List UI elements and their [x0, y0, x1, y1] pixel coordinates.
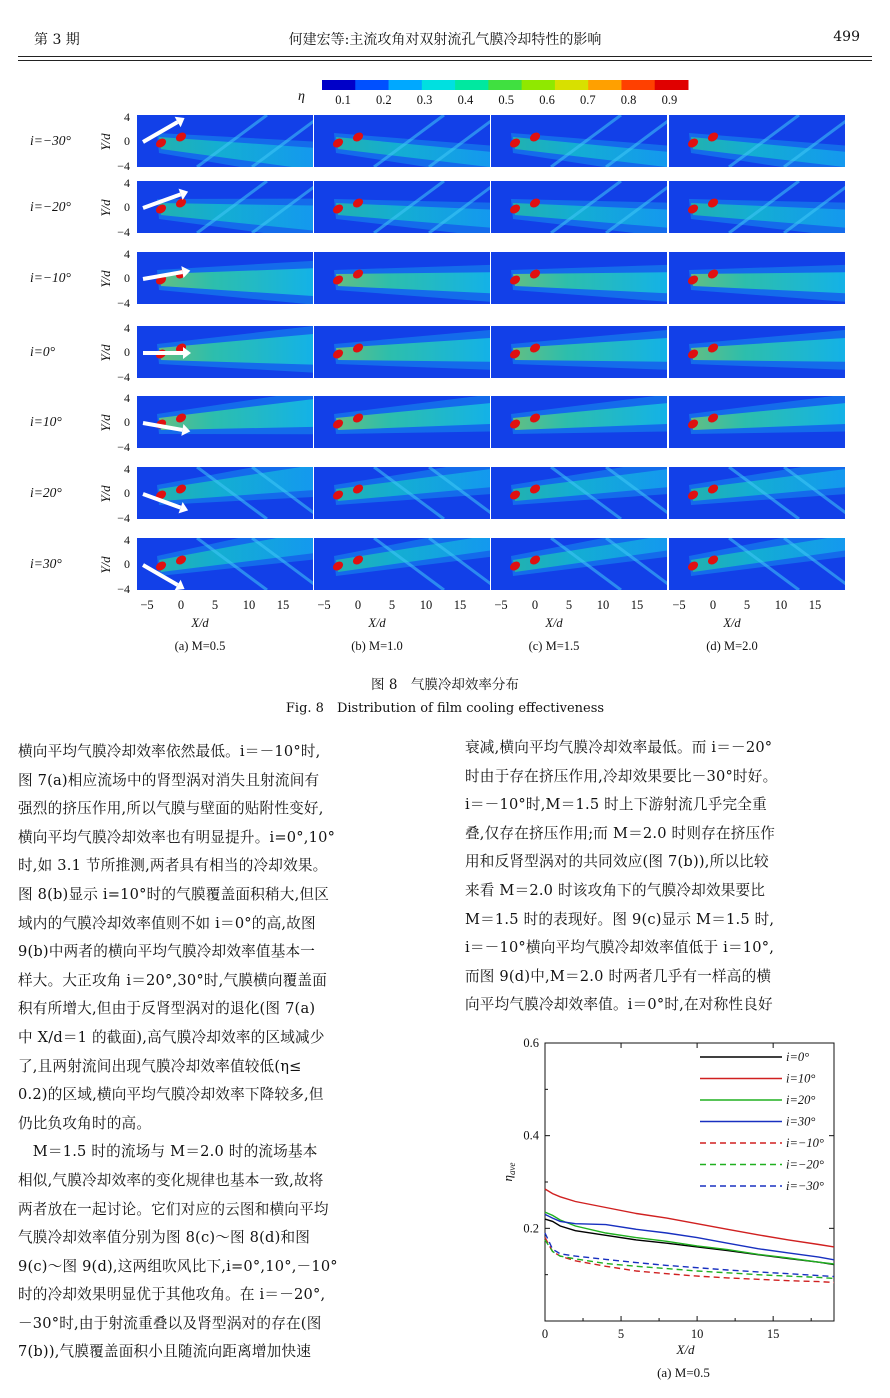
y-tick-label: 4: [124, 247, 130, 261]
y-tick-label: 0: [124, 134, 130, 148]
right-paragraph-line: 用和反肾型涡对的共同效应(图 7(b)),所以比较: [465, 853, 769, 871]
y-axis-label: Y/d: [98, 270, 113, 288]
left-paragraph-line: 了,且两射流间出现气膜冷却效率值较低(η≤: [18, 1057, 302, 1075]
contour-panel: [314, 326, 490, 378]
y-tick-label: 4: [124, 110, 130, 124]
y-axis-label: Y/d: [98, 199, 113, 217]
series-line-4: [545, 1238, 834, 1283]
right-paragraph-line: 来看 M＝2.0 时该攻角下的气膜冷却效果要比: [465, 881, 766, 899]
contour-panel: [669, 395, 845, 448]
legend-label: i=−10°: [786, 1136, 824, 1150]
y-tick-label: −4: [117, 370, 130, 384]
contour-panel: [491, 460, 676, 519]
body-text-left-column: [18, 738, 430, 1367]
y-tick-label: −4: [117, 440, 130, 454]
x-tick-label: 0: [354, 598, 362, 612]
x-tick-label: 5: [211, 598, 219, 612]
y-axis-label: Y/d: [98, 556, 113, 574]
series-line-0: [545, 1219, 834, 1264]
colorbar-symbol: η: [298, 89, 305, 104]
x-tick-label: −5: [494, 598, 508, 612]
colorbar-segment: [422, 80, 456, 90]
y-tick-label: 0: [124, 415, 130, 429]
x-tick-label: 15: [630, 598, 644, 612]
y-tick-label: −4: [117, 225, 130, 239]
contour-panel: [314, 115, 499, 177]
y-tick-label: 4: [124, 462, 130, 476]
chart-caption: (a) M=0.5: [657, 1365, 710, 1380]
panel-caption: (b) M=1.0: [351, 639, 403, 653]
y-tick-label: 0: [124, 200, 130, 214]
x-tick-label: 10: [419, 598, 433, 612]
contour-panel: [137, 181, 322, 240]
colorbar-segment: [355, 80, 389, 90]
left-paragraph-line: 仍比负攻角时的高。: [18, 1114, 152, 1132]
y-tick-label: 0: [124, 271, 130, 285]
right-paragraph-line: M＝1.5 时的表现好。图 9(c)显示 M＝1.5 时,: [465, 910, 775, 928]
contour-panel: [669, 326, 845, 378]
legend-label: i=0°: [786, 1050, 810, 1064]
y-axis-label: $\eta_{ave}$: [500, 1162, 517, 1182]
colorbar-segment: [555, 80, 589, 90]
colorbar-tick-label: 0.7: [579, 93, 596, 107]
right-paragraph-line: i＝－10°横向平均气膜冷却效率值低于 i＝10°,: [465, 939, 775, 957]
figure-8-caption-en: Fig. 8 Distribution of film cooling effectiveness: [285, 701, 605, 716]
x-tick-label: 0: [541, 1327, 549, 1341]
y-tick-label: −4: [117, 511, 130, 525]
row-label: i=−20°: [30, 199, 71, 214]
figure-8-contour-grid: [0, 0, 890, 668]
left-paragraph-line: 强烈的挤压作用,所以气膜与壁面的贴附性变好,: [18, 800, 324, 818]
right-paragraph-line: 时由于存在挤压作用,冷却效果要比－30°时好。: [465, 767, 778, 785]
panel-caption: (d) M=2.0: [706, 639, 758, 653]
x-tick-label: 10: [242, 598, 256, 612]
x-tick-label: 5: [617, 1327, 625, 1341]
left-paragraph-line: 相似,气膜冷却效率的变化规律也基本一致,故将: [18, 1171, 324, 1189]
right-paragraph-line: 叠,仅存在挤压作用;而 M＝2.0 时则存在挤压作: [465, 824, 776, 842]
contour-panel: [314, 252, 490, 304]
row-label: i=−10°: [30, 270, 71, 285]
contour-panel: [314, 395, 490, 448]
left-paragraph-line: 积有所增大,但由于反肾型涡对的退化(图 7(a): [18, 1000, 316, 1018]
contour-panel: [137, 115, 322, 180]
y-axis-label-subscript: ave: [507, 1162, 517, 1176]
right-paragraph-line: 而图 9(d)中,M＝2.0 时两者几乎有一样高的横: [465, 967, 772, 985]
colorbar-tick-label: 0.9: [661, 93, 678, 107]
y-tick-label: 4: [124, 391, 130, 405]
legend-label: i=20°: [786, 1093, 816, 1107]
contour-panel: [669, 526, 854, 590]
row-label: i=10°: [30, 414, 62, 429]
page-number: 499: [833, 29, 860, 45]
x-tick-label: 15: [766, 1327, 780, 1341]
contour-panel: [491, 526, 676, 590]
x-axis-label: X/d: [676, 1342, 695, 1357]
contour-panel: [669, 115, 854, 177]
left-paragraph-line: M＝1.5 时的流场与 M＝2.0 时的流场基本: [18, 1143, 318, 1161]
colorbar-segment: [322, 80, 356, 90]
body-text-right-column: [465, 734, 877, 1020]
left-paragraph-line: 7(b)),气膜覆盖面积小且随流向距离增加快速: [18, 1343, 312, 1361]
right-paragraph-line: i＝－10°时,M＝1.5 时上下游射流几乎完全重: [465, 796, 767, 814]
colorbar-tick-label: 0.2: [375, 93, 392, 107]
colorbar-tick-label: 0.1: [335, 93, 351, 107]
x-tick-label: 0: [177, 598, 185, 612]
contour-panel: [669, 460, 854, 519]
colorbar-segment: [588, 80, 622, 90]
series-line-2: [545, 1212, 834, 1264]
legend-label: i=−30°: [786, 1179, 824, 1193]
colorbar-segment: [389, 80, 423, 90]
y-tick-label: 0: [124, 345, 130, 359]
row-label: i=−30°: [30, 133, 71, 148]
series-line-6: [545, 1233, 834, 1277]
running-title: 何建宏等:主流攻角对双射流孔气膜冷却特性的影响: [288, 32, 602, 48]
contour-panel: [491, 395, 667, 448]
left-paragraph-line: 气膜冷却效率值分别为图 8(c)～图 8(d)和图: [18, 1229, 311, 1247]
left-paragraph-line: 两者放在一起讨论。它们对应的云图和横向平均: [18, 1200, 329, 1218]
left-paragraph-line: 0.2)的区域,横向平均气膜冷却效率下降较多,但: [18, 1086, 324, 1104]
right-paragraph-line: 衰减,横向平均气膜冷却效率最低。而 i＝－20°: [465, 739, 773, 756]
contour-panel: [491, 181, 676, 237]
x-tick-label: 0: [531, 598, 539, 612]
x-tick-label: 15: [808, 598, 822, 612]
colorbar-segment: [455, 80, 489, 90]
y-tick-label: 0: [124, 557, 130, 571]
panel-caption: (c) M=1.5: [528, 639, 580, 653]
contour-panel: [137, 456, 322, 519]
figure-8-caption-cn: 图 8 气膜冷却效率分布: [371, 677, 519, 693]
y-tick-label: −4: [117, 296, 130, 310]
y-tick-label: 0.6: [523, 1036, 539, 1050]
contour-panel: [137, 391, 313, 448]
contour-panel: [669, 252, 845, 304]
x-axis-label: X/d: [723, 616, 741, 630]
y-tick-label: 0.4: [523, 1128, 539, 1143]
left-paragraph-line: －30°时,由于射流重叠以及肾型涡对的存在(图: [18, 1314, 322, 1332]
journal-issue: 第 3 期: [34, 32, 80, 48]
contour-panel: [491, 115, 676, 177]
x-tick-label: 5: [565, 598, 573, 612]
colorbar-tick-label: 0.8: [620, 93, 637, 107]
contour-panel: [137, 252, 313, 305]
left-paragraph-line: 横向平均气膜冷却效率依然最低。i＝－10°时,: [18, 743, 321, 760]
plot-frame: [545, 1043, 834, 1321]
y-tick-label: −4: [117, 582, 130, 596]
x-tick-label: −5: [672, 598, 686, 612]
contour-panel: [491, 252, 667, 304]
y-axis-label: Y/d: [98, 485, 113, 503]
x-axis-label: X/d: [545, 616, 563, 630]
x-tick-label: 10: [690, 1327, 704, 1341]
row-label: i=20°: [30, 485, 62, 500]
x-tick-label: 5: [388, 598, 396, 612]
x-tick-label: 15: [453, 598, 467, 612]
left-paragraph-line: 域内的气膜冷却效率值则不如 i＝0°的高,故图: [18, 914, 316, 932]
row-label: i=30°: [30, 556, 62, 571]
x-tick-label: 0: [709, 598, 717, 612]
x-tick-label: 15: [276, 598, 290, 612]
colorbar-tick-label: 0.4: [457, 93, 474, 107]
series-line-5: [545, 1240, 834, 1279]
right-paragraph-line: 向平均气膜冷却效率值。i＝0°时,在对称性良好: [465, 996, 773, 1014]
colorbar-tick-label: 0.3: [416, 93, 433, 107]
y-axis-label: Y/d: [98, 133, 113, 151]
colorbar-segment: [522, 80, 556, 90]
series-line-3: [545, 1214, 834, 1259]
left-paragraph-line: 中 X/d＝1 的截面),高气膜冷却效率的区域减少: [18, 1028, 325, 1046]
y-tick-label: 4: [124, 176, 130, 190]
x-axis-label: X/d: [191, 616, 209, 630]
colorbar-tick-label: 0.5: [498, 93, 515, 107]
legend-label: i=10°: [786, 1071, 816, 1086]
contour-panel: [314, 526, 499, 590]
x-tick-label: 10: [596, 598, 610, 612]
colorbar-segment: [621, 80, 655, 90]
y-tick-label: 0: [124, 486, 130, 500]
y-tick-label: 4: [124, 321, 130, 335]
x-tick-label: −5: [140, 598, 154, 612]
x-tick-label: 10: [774, 598, 788, 612]
legend-label: i=−20°: [786, 1157, 824, 1172]
x-tick-label: 5: [743, 598, 751, 612]
x-axis-label: X/d: [368, 616, 386, 630]
contour-panel: [314, 181, 499, 237]
legend-label: i=30°: [786, 1114, 816, 1129]
left-paragraph-line: 横向平均气膜冷却效率也有明显提升。i=0°,10°: [18, 828, 336, 846]
colorbar-segment: [488, 80, 522, 90]
y-tick-label: 4: [124, 533, 130, 547]
left-paragraph-line: 图 8(b)显示 i=10°时的气膜覆盖面积稍大,但区: [18, 885, 330, 903]
y-axis-label: Y/d: [98, 344, 113, 362]
panel-caption: (a) M=0.5: [174, 639, 226, 653]
left-paragraph-line: 样大。大正攻角 i＝20°,30°时,气膜横向覆盖面: [18, 971, 328, 989]
row-label: i=0°: [30, 344, 56, 359]
contour-panel: [669, 181, 854, 237]
contour-panel: [491, 326, 667, 378]
left-paragraph-line: 时的冷却效果明显优于其他攻角。在 i＝－20°,: [18, 1286, 326, 1304]
x-tick-label: −5: [317, 598, 331, 612]
left-paragraph-line: 时,如 3.1 节所推测,两者具有相当的冷却效果。: [18, 857, 328, 875]
colorbar-segment: [655, 80, 689, 90]
left-paragraph-line: 9(c)～图 9(d),这两组吹风比下,i=0°,10°,－10°: [18, 1257, 338, 1275]
y-tick-label: −4: [117, 159, 130, 173]
colorbar-tick-label: 0.6: [539, 93, 555, 107]
y-tick-label: 0.2: [523, 1221, 539, 1236]
left-paragraph-line: 图 7(a)相应流场中的肾型涡对消失且射流间有: [18, 771, 320, 789]
contour-panel: [314, 460, 499, 519]
series-line-1: [545, 1189, 834, 1247]
y-axis-label: Y/d: [98, 414, 113, 432]
left-paragraph-line: 9(b)中两者的横向平均气膜冷却效率值基本一: [18, 943, 316, 961]
